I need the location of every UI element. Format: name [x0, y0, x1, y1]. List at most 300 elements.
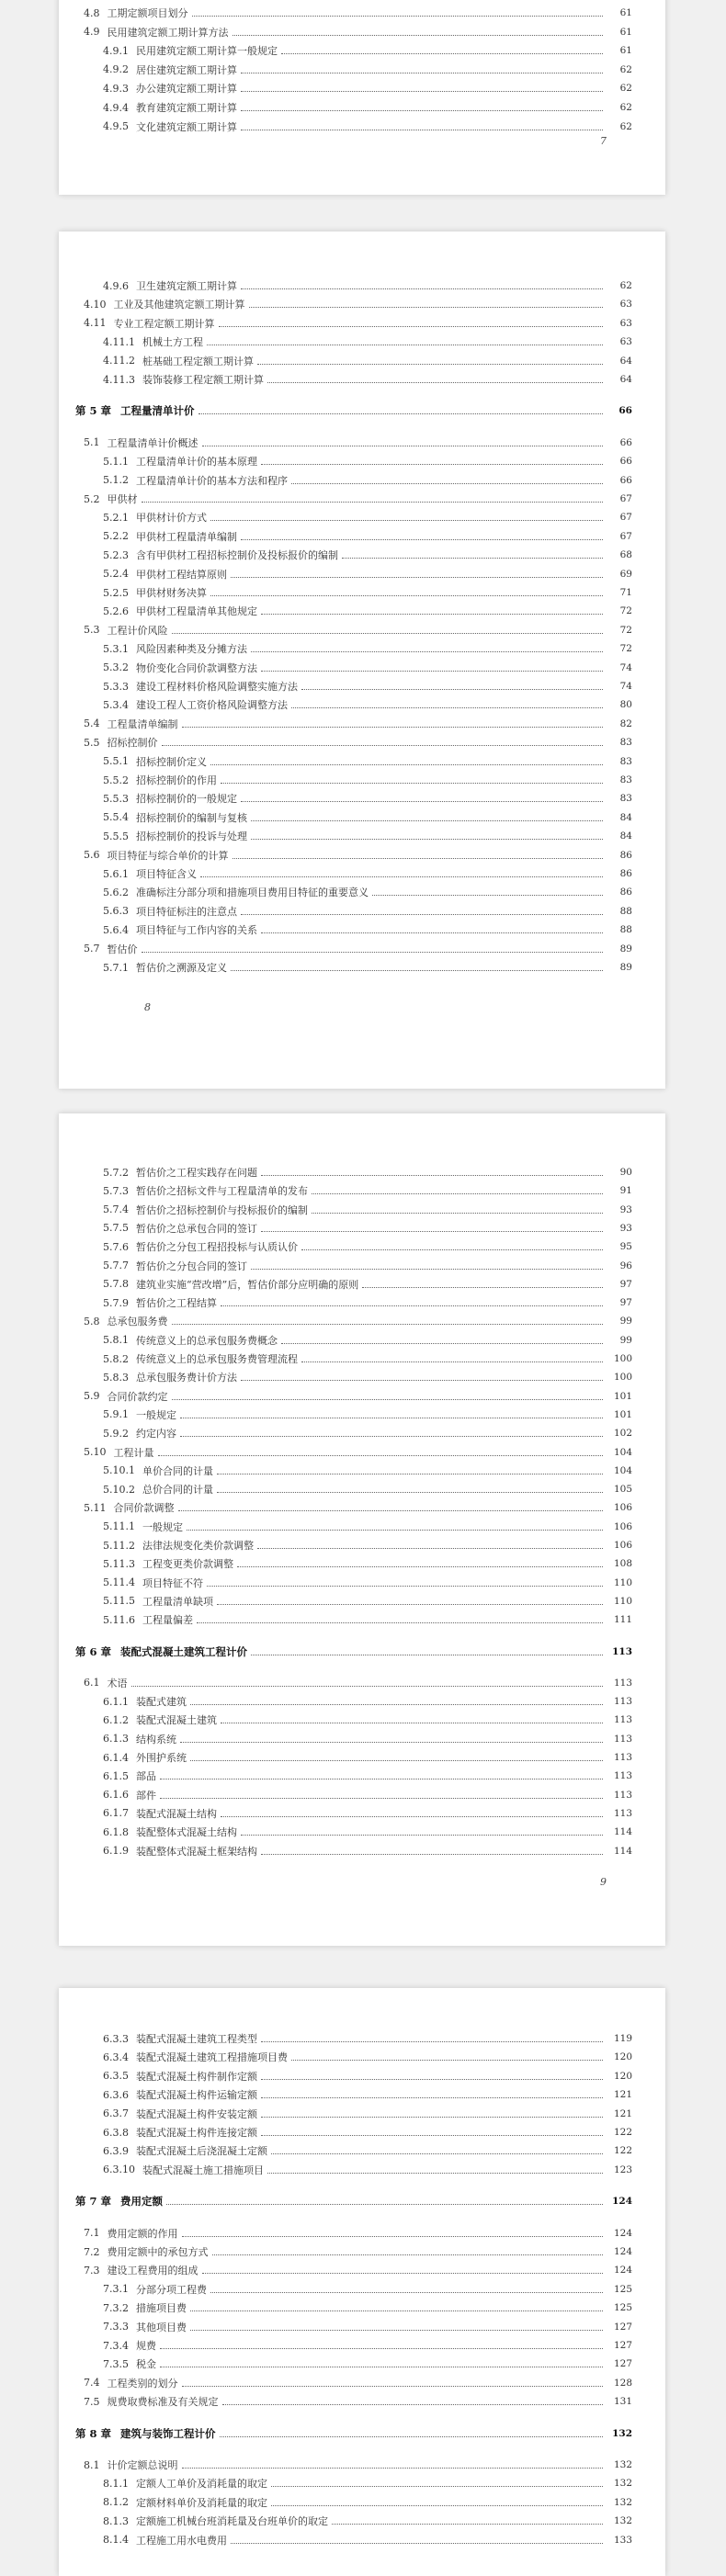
toc-entry-title: 法律法规变化类价款调整 — [142, 1540, 254, 1552]
toc-entry-page: 99 — [619, 1316, 632, 1328]
toc-entry[interactable] — [59, 1574, 665, 1592]
dot-leader — [180, 1435, 603, 1437]
dot-leader — [312, 1212, 603, 1214]
toc-entry-title: 装配整体式混凝土结构 — [136, 1826, 237, 1839]
toc-entry[interactable] — [59, 333, 665, 351]
dot-leader — [281, 1342, 603, 1344]
toc-entry-number: 7.5 — [84, 2395, 100, 2408]
toc-entry-title: 装饰装修工程定额工期计算 — [142, 374, 264, 386]
dot-leader — [301, 1248, 603, 1250]
toc-entry-number: 6.1.7 — [103, 1807, 129, 1820]
toc-entry[interactable] — [59, 1480, 665, 1498]
toc-entry-page: 113 — [613, 1714, 632, 1726]
toc-entry-title: 部品 — [136, 1770, 156, 1783]
toc-entry-page: 86 — [619, 887, 632, 898]
toc-entry-title: 建设工程费用的组成 — [107, 2265, 199, 2277]
toc-entry[interactable] — [59, 602, 665, 620]
toc-entry-number: 4.11.2 — [103, 355, 135, 367]
toc-entry-page: 104 — [613, 1446, 632, 1458]
dot-leader — [210, 2291, 603, 2293]
toc-entry-title: 装配式混凝土建筑工程类型 — [136, 2033, 257, 2045]
toc-entry-title: 招标控制价的作用 — [136, 774, 217, 786]
toc-entry[interactable] — [59, 2474, 665, 2492]
toc-entry-title: 工程变更类价款调整 — [142, 1558, 233, 1571]
toc-entry-page: 121 — [613, 2107, 632, 2119]
toc-entry[interactable] — [59, 314, 665, 333]
toc-entry-title: 结构系统 — [136, 1733, 176, 1746]
toc-entry-title: 机械土方工程 — [142, 336, 203, 349]
toc-entry[interactable] — [59, 2392, 665, 2411]
dot-leader — [261, 2096, 603, 2098]
toc-entry-number: 5.8.3 — [103, 1371, 129, 1384]
toc-entry-page: 132 — [613, 2496, 632, 2508]
toc-entry[interactable] — [59, 118, 665, 136]
toc-entry-page: 67 — [619, 530, 632, 542]
toc-entry[interactable] — [59, 2085, 665, 2104]
toc-entry[interactable] — [59, 1610, 665, 1629]
toc-entry[interactable] — [59, 2067, 665, 2085]
toc-entry[interactable] — [59, 621, 665, 639]
dot-leader — [207, 344, 603, 345]
toc-entry[interactable] — [59, 1257, 665, 1275]
toc-entry[interactable] — [59, 2336, 665, 2355]
toc-entry-number: 6.1.4 — [103, 1751, 129, 1764]
toc-entry[interactable] — [59, 1767, 665, 1785]
toc-entry-number: 5.3.3 — [103, 680, 129, 693]
toc-entry-page: 99 — [619, 1334, 632, 1346]
toc-entry-title: 建筑业实施“营改增”后，暂估价部分应明确的原则 — [136, 1278, 359, 1291]
toc-entry[interactable] — [59, 2355, 665, 2373]
toc-entry-title: 外围护系统 — [136, 1752, 187, 1764]
toc-entry[interactable] — [59, 1711, 665, 1729]
dot-leader — [271, 2504, 603, 2506]
dot-leader — [237, 1565, 603, 1567]
toc-entry[interactable] — [59, 1350, 665, 1368]
toc-entry-page: 71 — [619, 587, 632, 598]
toc-entry-page: 62 — [619, 102, 632, 113]
toc-entry-page: 100 — [613, 1353, 632, 1364]
toc-entry[interactable] — [59, 695, 665, 714]
toc-entry-page: 66 — [619, 436, 632, 448]
toc-entry[interactable] — [59, 508, 665, 526]
toc-entry-title: 专业工程定额工期计算 — [113, 317, 215, 330]
toc-entry[interactable] — [59, 639, 665, 658]
dot-leader — [166, 2203, 603, 2205]
toc-entry[interactable] — [59, 1692, 665, 1711]
toc-entry-page: 88 — [619, 905, 632, 917]
toc-entry[interactable] — [59, 370, 665, 389]
toc-entry[interactable] — [59, 1842, 665, 1860]
toc-entry-page: 114 — [613, 1826, 632, 1838]
toc-entry-title: 暂估价之招标控制价与投标报价的编制 — [136, 1203, 308, 1216]
toc-entry[interactable] — [59, 2456, 665, 2474]
toc-entry[interactable] — [59, 715, 665, 733]
toc-entry-title: 单价合同的计量 — [142, 1464, 213, 1477]
dot-leader — [271, 2485, 603, 2487]
toc-entry-page: 86 — [619, 868, 632, 879]
toc-entry-page: 113 — [613, 1770, 632, 1782]
dot-leader — [221, 782, 603, 784]
toc-entry-number: 5.8.1 — [103, 1334, 129, 1347]
dot-leader — [187, 1529, 603, 1531]
toc-entry[interactable] — [59, 1730, 665, 1748]
toc-entry[interactable] — [59, 23, 665, 41]
toc-entry-title: 暂估价 — [107, 943, 138, 955]
toc-entry[interactable] — [59, 546, 665, 564]
toc-entry-number: 5.6.3 — [103, 905, 129, 918]
toc-entry-title: 项目特征标注的注意点 — [136, 905, 237, 918]
toc-entry-title: 装配式混凝土构件运输定额 — [136, 2089, 257, 2102]
page-number: 7 — [600, 135, 607, 147]
toc-entry-title: 招标控制价的投诉与处理 — [136, 830, 247, 843]
toc-entry-page: 88 — [619, 924, 632, 936]
toc-entry[interactable] — [59, 1804, 665, 1823]
toc-entry[interactable] — [59, 1462, 665, 1480]
toc-entry-page: 61 — [619, 7, 632, 18]
toc-entry-title: 传统意义上的总承包服务费概念 — [136, 1334, 278, 1347]
toc-entry-number: 5.7.5 — [103, 1222, 129, 1235]
dot-leader — [261, 1230, 603, 1232]
toc-entry-number: 5.11.2 — [103, 1539, 135, 1552]
toc-entry-number: 4.9.3 — [103, 82, 129, 95]
toc-entry-title: 装配式混凝土构件连接定额 — [136, 2127, 257, 2139]
toc-entry-page: 124 — [613, 2246, 632, 2257]
toc-entry[interactable] — [59, 752, 665, 771]
toc-entry[interactable] — [59, 1275, 665, 1294]
dot-leader — [160, 1797, 603, 1799]
toc-entry-number: 6.3.3 — [103, 2032, 129, 2045]
toc-entry[interactable] — [59, 1368, 665, 1386]
toc-entry[interactable] — [59, 527, 665, 546]
toc-entry-number: 第 8 章 — [75, 2426, 112, 2440]
toc-entry[interactable] — [59, 2374, 665, 2392]
toc-entry-title: 总价合同的计量 — [142, 1484, 213, 1497]
toc-entry-number: 4.11 — [84, 317, 107, 330]
toc-entry-number: 5.3.1 — [103, 642, 129, 655]
toc-entry-title: 工业及其他建筑定额工期计算 — [113, 299, 245, 311]
toc-entry-title: 分部分项工程费 — [136, 2283, 207, 2296]
dot-leader — [197, 1621, 603, 1623]
toc-entry[interactable] — [59, 1294, 665, 1312]
dot-leader — [202, 2272, 604, 2274]
toc-entry[interactable] — [59, 2048, 665, 2066]
toc-entry[interactable] — [59, 1424, 665, 1442]
toc-entry-title: 规费 — [136, 2340, 156, 2352]
page-number: 8 — [144, 1001, 151, 1013]
toc-entry-number: 5.6.4 — [103, 923, 129, 936]
toc-entry-title: 招标控制价的一般规定 — [136, 793, 237, 806]
toc-entry[interactable] — [59, 1406, 665, 1424]
toc-entry-number: 5.7.2 — [103, 1166, 129, 1179]
toc-entry-page: 66 — [619, 474, 632, 486]
toc-entry-number: 6.3.6 — [103, 2088, 129, 2101]
toc-entry[interactable] — [59, 1331, 665, 1350]
toc-entry-number: 5.1 — [84, 436, 100, 449]
toc-entry-page: 63 — [619, 299, 632, 311]
toc-entry-number: 7.3.2 — [103, 2301, 129, 2314]
dot-leader — [291, 482, 603, 484]
toc-entry[interactable] — [59, 771, 665, 789]
toc-entry-page: 132 — [613, 2515, 632, 2527]
dot-leader — [251, 650, 603, 652]
toc-chapter-entry[interactable] — [59, 2424, 665, 2443]
toc-entry-title: 装配式混凝土构件制作定额 — [136, 2070, 257, 2083]
toc-entry[interactable] — [59, 808, 665, 827]
toc-entry[interactable] — [59, 1554, 665, 1573]
dot-leader — [241, 538, 603, 540]
toc-entry[interactable] — [59, 659, 665, 677]
toc-entry-number: 5.7 — [84, 943, 100, 955]
dot-leader — [241, 109, 603, 111]
toc-entry-page: 72 — [619, 643, 632, 655]
toc-entry-page: 72 — [619, 605, 632, 617]
toc-chapter-entry[interactable] — [59, 2192, 665, 2210]
toc-entry[interactable] — [59, 1443, 665, 1462]
toc-entry[interactable] — [59, 277, 665, 295]
dot-leader — [261, 613, 603, 615]
toc-entry[interactable] — [59, 1201, 665, 1219]
toc-entry[interactable] — [59, 958, 665, 977]
dot-leader — [261, 1174, 603, 1176]
toc-entry-number: 7.3.4 — [103, 2339, 129, 2352]
toc-entry-title: 教育建筑定额工期计算 — [136, 102, 237, 114]
toc-entry[interactable] — [59, 2029, 665, 2048]
toc-entry[interactable] — [59, 471, 665, 490]
toc-entry-page: 131 — [613, 2396, 632, 2408]
toc-entry[interactable] — [59, 2299, 665, 2317]
toc-entry-title: 工程计价风险 — [107, 624, 168, 637]
toc-entry-page: 113 — [612, 1645, 632, 1657]
toc-entry[interactable] — [59, 1786, 665, 1804]
toc-entry[interactable] — [59, 2280, 665, 2299]
toc-entry-title: 工程量清单计价的基本原理 — [136, 456, 257, 469]
toc-entry[interactable] — [59, 61, 665, 79]
toc-entry-page: 89 — [619, 962, 632, 973]
toc-entry-number: 8.1.1 — [103, 2477, 129, 2490]
dot-leader — [241, 1379, 603, 1381]
dot-leader — [251, 838, 603, 840]
toc-entry-page: 110 — [613, 1595, 632, 1607]
toc-entry-number: 6.3.5 — [103, 2070, 129, 2083]
toc-entry[interactable] — [59, 827, 665, 845]
dot-leader — [160, 1778, 603, 1779]
toc-entry-title: 暂估价之工程结算 — [136, 1297, 217, 1310]
toc-entry[interactable] — [59, 733, 665, 751]
toc-entry[interactable] — [59, 2512, 665, 2530]
toc-entry-title: 部件 — [136, 1789, 156, 1802]
dot-leader — [249, 306, 604, 308]
toc-entry[interactable] — [59, 2224, 665, 2243]
dot-leader — [190, 1703, 603, 1705]
toc-entry[interactable] — [59, 2318, 665, 2336]
toc-entry[interactable] — [59, 921, 665, 939]
toc-entry-title: 其他项目费 — [136, 2321, 187, 2333]
toc-chapter-entry[interactable] — [59, 401, 665, 420]
toc-entry-title: 工程类别的划分 — [107, 2377, 178, 2390]
toc-entry-number: 4.10 — [84, 298, 107, 311]
toc-entry-page: 124 — [612, 2196, 632, 2208]
toc-entry[interactable] — [59, 1219, 665, 1237]
toc-entry[interactable] — [59, 2123, 665, 2141]
toc-entry-page: 66 — [618, 405, 632, 417]
toc-entry-title: 总承包服务费计价方法 — [136, 1372, 237, 1384]
toc-entry[interactable] — [59, 846, 665, 864]
toc-entry-number: 8.1.2 — [103, 2496, 129, 2509]
toc-entry-page: 127 — [613, 2340, 632, 2351]
toc-entry-title: 甲供材 — [107, 493, 138, 505]
dot-leader — [182, 2467, 604, 2469]
toc-entry[interactable] — [59, 1518, 665, 1536]
toc-entry-page: 61 — [619, 26, 632, 38]
dot-leader — [142, 951, 604, 953]
toc-entry[interactable] — [59, 1674, 665, 1692]
toc-entry-number: 7.3.1 — [103, 2283, 129, 2296]
toc-entry-title: 民用建筑定额工期计算一般规定 — [136, 45, 278, 58]
toc-entry-number: 6.1.9 — [103, 1845, 129, 1857]
toc-entry[interactable] — [59, 490, 665, 508]
toc-entry-title: 桩基础工程定额工期计算 — [142, 355, 254, 367]
toc-entry-title: 暂估价之溯源及定义 — [136, 962, 227, 974]
toc-entry-number: 第 6 章 — [75, 1644, 112, 1658]
toc-entry-title: 措施项目费 — [136, 2302, 187, 2315]
toc-entry-page: 113 — [613, 1752, 632, 1763]
toc-entry[interactable] — [59, 2105, 665, 2123]
toc-entry-number: 5.6 — [84, 849, 100, 862]
toc-entry-page: 133 — [613, 2534, 632, 2546]
toc-entry-number: 5.11.4 — [103, 1576, 135, 1589]
toc-entry[interactable] — [59, 677, 665, 695]
toc-page-7 — [59, 0, 665, 195]
toc-entry[interactable] — [59, 583, 665, 602]
toc-entry-number: 4.9.4 — [103, 101, 129, 114]
toc-entry[interactable] — [59, 452, 665, 470]
toc-page-9 — [59, 1113, 665, 1946]
dot-leader — [362, 1286, 603, 1288]
toc-entry[interactable] — [59, 2141, 665, 2160]
dot-leader — [217, 1491, 603, 1493]
toc-entry-number: 5.8.2 — [103, 1352, 129, 1365]
toc-entry[interactable] — [59, 1592, 665, 1610]
toc-entry-title: 项目特征与综合单价的计算 — [107, 849, 229, 862]
toc-entry[interactable] — [59, 789, 665, 808]
toc-entry-title: 暂估价之工程实践存在问题 — [136, 1167, 257, 1179]
toc-entry[interactable] — [59, 1823, 665, 1841]
toc-entry[interactable] — [59, 565, 665, 583]
dot-leader — [231, 2542, 603, 2544]
toc-entry[interactable] — [59, 1181, 665, 1200]
toc-entry-title: 风险因素种类及分摊方法 — [136, 643, 247, 656]
toc-entry[interactable] — [59, 4, 665, 22]
toc-entry[interactable] — [59, 2493, 665, 2512]
toc-entry-page: 132 — [613, 2459, 632, 2470]
toc-entry-number: 6.1.5 — [103, 1769, 129, 1782]
toc-entry-page: 104 — [613, 1464, 632, 1476]
toc-entry[interactable] — [59, 1312, 665, 1330]
toc-entry[interactable] — [59, 1498, 665, 1517]
toc-entry-page: 113 — [613, 1696, 632, 1708]
toc-entry-title: 装配式混凝土结构 — [136, 1807, 217, 1820]
dot-leader — [202, 445, 604, 446]
toc-entry-page: 102 — [613, 1428, 632, 1440]
dot-leader — [241, 129, 603, 130]
dot-leader — [261, 932, 603, 933]
toc-entry[interactable] — [59, 434, 665, 452]
dot-leader — [192, 15, 604, 17]
toc-entry[interactable] — [59, 2161, 665, 2179]
dot-leader — [261, 2134, 603, 2136]
dot-leader — [190, 1759, 603, 1761]
toc-entry-number: 5.5 — [84, 736, 100, 749]
toc-entry-number: 5.10.1 — [103, 1464, 135, 1477]
toc-entry-page: 132 — [612, 2427, 632, 2439]
toc-entry-number: 6.3.8 — [103, 2126, 129, 2139]
toc-entry-title: 定额人工单价及消耗量的取定 — [136, 2478, 267, 2491]
toc-entry-page: 105 — [613, 1484, 632, 1496]
toc-entry[interactable] — [59, 864, 665, 883]
dot-leader — [131, 1685, 604, 1687]
toc-entry-page: 122 — [613, 2127, 632, 2138]
toc-entry-number: 5.11.5 — [103, 1595, 135, 1608]
toc-entry[interactable] — [59, 2243, 665, 2261]
toc-chapter-entry[interactable] — [59, 1643, 665, 1661]
toc-entry-title: 甲供材工程量清单编制 — [136, 530, 237, 543]
toc-entry-title: 办公建筑定额工期计算 — [136, 83, 237, 96]
toc-entry[interactable] — [59, 41, 665, 60]
dot-leader — [207, 1585, 603, 1587]
toc-entry-title: 工程量清单缺项 — [142, 1595, 213, 1608]
toc-entry[interactable] — [59, 1237, 665, 1256]
dot-leader — [267, 381, 603, 383]
dot-leader — [220, 2435, 603, 2437]
toc-entry-title: 装配式混凝土建筑 — [136, 1714, 217, 1727]
toc-entry-page: 110 — [613, 1576, 632, 1588]
toc-entry[interactable] — [59, 940, 665, 958]
toc-entry[interactable] — [59, 352, 665, 370]
toc-entry-page: 84 — [619, 830, 632, 842]
toc-entry[interactable] — [59, 902, 665, 921]
toc-entry-page: 120 — [613, 2070, 632, 2082]
dot-leader — [210, 519, 603, 521]
toc-entry[interactable] — [59, 79, 665, 97]
toc-entry[interactable] — [59, 98, 665, 117]
toc-entry-number: 5.7.7 — [103, 1260, 129, 1271]
dot-leader — [267, 2172, 603, 2174]
toc-entry[interactable] — [59, 1387, 665, 1406]
toc-entry[interactable] — [59, 883, 665, 901]
toc-entry-title: 招标控制价 — [107, 737, 158, 750]
page-number: 9 — [600, 1876, 607, 1888]
toc-entry[interactable] — [59, 295, 665, 313]
toc-entry-title: 招标控制价定义 — [136, 755, 207, 768]
toc-entry[interactable] — [59, 1163, 665, 1181]
toc-entry-number: 5.10 — [84, 1446, 107, 1458]
toc-entry[interactable] — [59, 2531, 665, 2549]
toc-entry[interactable] — [59, 2261, 665, 2279]
dot-leader — [199, 412, 603, 414]
toc-entry[interactable] — [59, 1536, 665, 1554]
toc-entry[interactable] — [59, 1748, 665, 1767]
dot-leader — [281, 52, 603, 54]
toc-entry-number: 7.3.5 — [103, 2357, 129, 2370]
toc-entry-page: 120 — [613, 2051, 632, 2063]
toc-entry-page: 106 — [613, 1502, 632, 1514]
toc-entry-page: 123 — [613, 2164, 632, 2175]
dot-leader — [261, 2078, 603, 2080]
toc-entry-title: 项目特征与工作内容的关系 — [136, 924, 257, 937]
toc-entry-number: 6.3.4 — [103, 2051, 129, 2063]
toc-entry-number: 5.6.1 — [103, 867, 129, 880]
dot-leader — [160, 2366, 603, 2367]
